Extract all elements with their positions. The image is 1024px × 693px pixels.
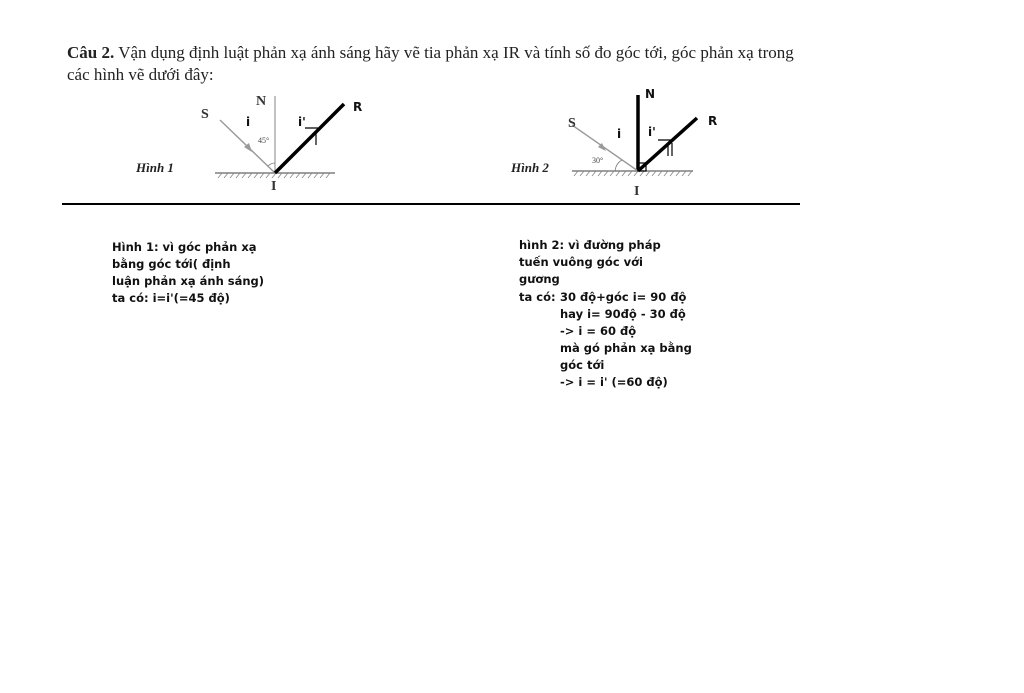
figure-1 <box>135 94 362 194</box>
angle-arc-1 <box>268 163 275 166</box>
answer-figure-2-steps: 30 độ+góc i= 90 độ hay i= 90độ - 30 độ -> i = 60 độ mà gó phản xạ bằng góc tới -> i = i' (=60 độ) <box>560 290 692 389</box>
angle-arc-2 <box>615 160 622 171</box>
mirror-1-hatching <box>218 173 330 178</box>
label-N-1: N <box>256 94 267 109</box>
label-i-2: i <box>617 127 622 141</box>
answer-figure-2-lead: ta có: <box>519 290 556 304</box>
reflected-ray-1 <box>275 104 344 173</box>
figure-2 <box>510 87 717 199</box>
label-R-1: R <box>353 100 363 114</box>
label-N-2: N <box>645 87 656 101</box>
question-number: Câu 2. <box>67 43 115 62</box>
answer-figure-2-intro: hình 2: vì đường pháp tuến vuông góc với gương <box>519 238 661 286</box>
answer-figure-1: Hình 1: vì góc phản xạ bằng góc tới( định luận phản xạ ánh sáng) ta có: i=i'(=45 độ) <box>112 240 265 305</box>
figure-1-caption: Hình 1 <box>136 160 174 175</box>
question-body: Vận dụng định luật phản xạ ánh sáng hãy vẽ tia phản xạ IR và tính số đo góc tới, góc phản xạ trong các hình vẽ dưới đây: <box>67 43 794 84</box>
label-I-1: I <box>271 179 277 194</box>
label-R-2: R <box>708 114 718 128</box>
label-i-prime-2: i' <box>648 125 656 139</box>
label-I-2: I <box>634 184 640 199</box>
angle-label-1: 45° <box>258 136 270 145</box>
label-S-2: S <box>568 116 576 131</box>
label-i-1: i <box>246 115 251 129</box>
mirror-2-hatching <box>574 171 692 176</box>
angle-label-2: 30° <box>592 156 604 165</box>
incident-ray-2 <box>572 125 638 171</box>
figure-2-caption: Hình 2 <box>511 160 549 175</box>
label-S-1: S <box>201 107 209 122</box>
label-i-prime-1: i' <box>298 115 306 129</box>
